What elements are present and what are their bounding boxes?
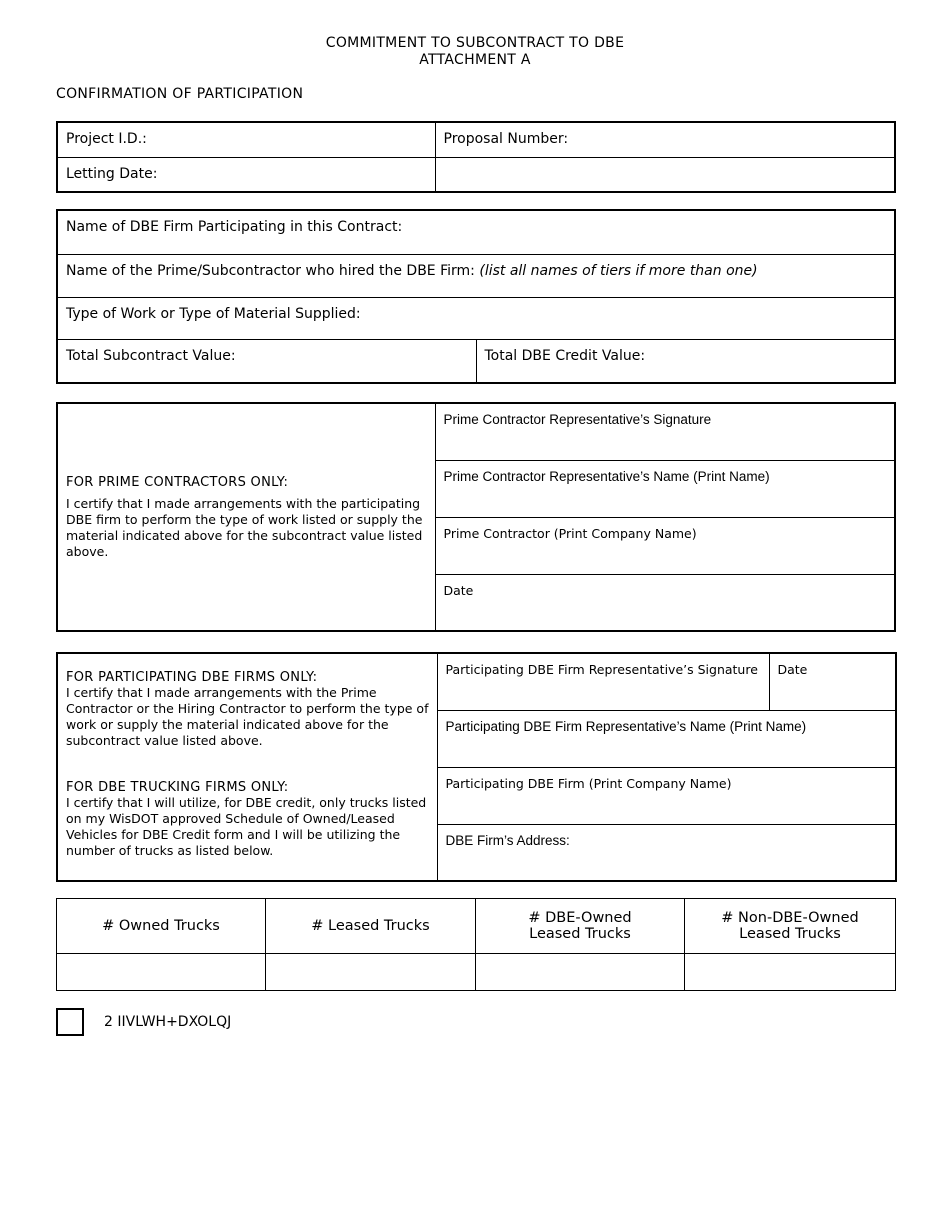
non-dbe-owned-leased-input[interactable] [685, 954, 896, 991]
offsite-hauling-checkbox[interactable] [56, 1008, 84, 1036]
proposal-number-field[interactable]: Proposal Number: [435, 122, 895, 157]
project-info-table [56, 121, 896, 193]
prime-certification-text-block [57, 403, 435, 631]
letting-date-value[interactable] [435, 157, 895, 192]
prime-heading: FOR PRIME CONTRACTORS ONLY: [66, 474, 289, 490]
participating-heading: FOR PARTICIPATING DBE FIRMS ONLY: [66, 670, 318, 685]
non-dbe-owned-leased-header: # Non-DBE-Owned Leased Trucks [685, 899, 896, 954]
prime-sub-name-field[interactable] [57, 254, 895, 297]
dbe-certification-table [56, 652, 897, 882]
work-type-field[interactable]: Type of Work or Type of Material Supplied: [57, 297, 895, 339]
dbe-details-table [56, 209, 896, 384]
form-title: COMMITMENT TO SUBCONTRACT TO DBE [325, 35, 625, 51]
prime-certification-text: I certify that I made arrangements with the participating DBE firm to perform the type of work listed or supply the material indicated above for the subcontract value listed above. [66, 495, 423, 559]
section-title: CONFIRMATION OF PARTICIPATION [56, 86, 304, 102]
prime-signature-field[interactable]: Prime Contractor Representative’s Signature [435, 403, 895, 460]
dbe-date-field[interactable]: Date [769, 653, 896, 710]
form-subtitle: ATTACHMENT A [419, 52, 531, 68]
dbe-signature-field[interactable]: Participating DBE Firm Representative’s Signature [437, 653, 769, 710]
owned-trucks-input[interactable] [57, 954, 266, 991]
prime-certification-table [56, 402, 896, 632]
participating-certification-text: I certify that I made arrangements with the Prime Contractor or the Hiring Contractor to perform the type of work or supply the material indicated above for the subcontract value listed above. [66, 685, 429, 748]
leased-trucks-input[interactable] [266, 954, 476, 991]
offsite-hauling-label: 2 IIVLWH+DXOLQJ [104, 1014, 232, 1030]
prime-sub-label: Name of the Prime/Subcontractor who hired the DBE Firm: [66, 262, 475, 279]
dbe-address-field[interactable]: DBE Firm’s Address: [437, 824, 896, 881]
dbe-certification-text-block [57, 653, 437, 881]
project-id-field[interactable]: Project I.D.: [57, 122, 435, 157]
prime-print-name-field[interactable]: Prime Contractor Representative’s Name (Print Name) [435, 460, 895, 517]
prime-date-field[interactable]: Date [435, 574, 895, 631]
dbe-owned-leased-input[interactable] [476, 954, 685, 991]
dbe-print-name-field[interactable]: Participating DBE Firm Representative’s Name (Print Name) [437, 710, 896, 767]
leased-trucks-header: # Leased Trucks [266, 899, 476, 954]
trucking-heading: FOR DBE TRUCKING FIRMS ONLY: [66, 780, 289, 795]
dbe-owned-leased-header: # DBE-Owned Leased Trucks [476, 899, 685, 954]
prime-company-field[interactable]: Prime Contractor (Print Company Name) [435, 517, 895, 574]
dbe-company-field[interactable]: Participating DBE Firm (Print Company Name) [437, 767, 896, 824]
trucking-certification-text: I certify that I will utilize, for DBE credit, only trucks listed on my WisDOT approved Schedule of Owned/Leased Vehicles for DBE Credit form and I will be utilizing the number of trucks as listed below. [66, 795, 427, 858]
total-subcontract-value-field[interactable]: Total Subcontract Value: [57, 339, 476, 383]
letting-date-field[interactable]: Letting Date: [57, 157, 435, 192]
total-dbe-credit-value-field[interactable]: Total DBE Credit Value: [476, 339, 895, 383]
owned-trucks-header: # Owned Trucks [57, 899, 266, 954]
prime-sub-note: (list all names of tiers if more than one) [479, 262, 758, 279]
trucks-table [56, 898, 896, 991]
dbe-firm-name-field[interactable]: Name of DBE Firm Participating in this Contract: [57, 210, 895, 254]
